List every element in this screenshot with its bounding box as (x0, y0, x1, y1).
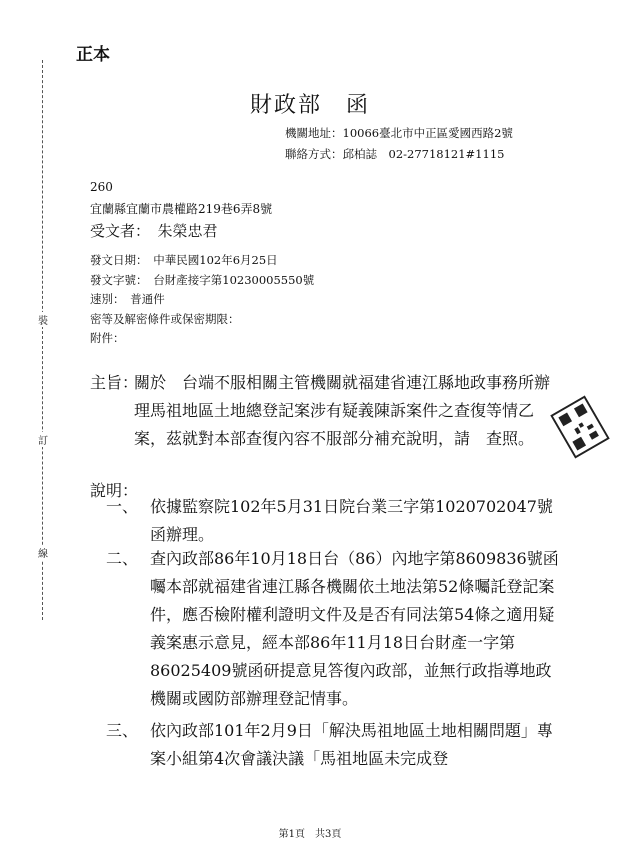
document-fields (90, 251, 314, 349)
page-footer: 第1頁 共3頁 (278, 829, 342, 840)
description-item (106, 717, 566, 773)
item-number: 二、 (106, 549, 139, 568)
description-item (106, 493, 566, 549)
issue-number: 發文字號： 台財產接字第10230005550號 (90, 272, 315, 287)
agency-contact: 聯絡方式：邱柏誌 02-27718121#1115 (285, 147, 505, 161)
subject-text: 關於 台端不服相關主管機關就福建省連江縣地政事務所辦理馬祖地區土地總登記案涉有疑義陳訴案件之查復等情乙案，茲就對本部查復內容不服部分補充說明，請 查照。 (134, 373, 551, 448)
binding-line (42, 60, 49, 620)
subject-section (90, 369, 560, 453)
urgency: 速別： 普通件 (90, 292, 165, 306)
document-title: 財政部 函 (249, 93, 370, 118)
description-label: 說明： (90, 481, 139, 500)
item-text: 查內政部86年10月18日台（86）內地字第8609836號函囑本部就福建省連江縣各機關依土地法第52條囑託登記案件，應否檢附權利證明文件及是否有同法第54條之適用疑義案惠示意見，經本部86年11月18日台財產一字第86025409號函研提意見答復內政部，並無行政指導地政機關或國防部辦理登記情事。 (150, 549, 559, 708)
recipient-address: 宜蘭縣宜蘭市農權路219巷6弄8號 (90, 202, 273, 216)
binding-mark: 裝 (38, 312, 48, 327)
attachments: 附件： (90, 331, 125, 345)
subject-label: 主旨： (90, 373, 139, 392)
agency-address: 機關地址：10066臺北市中正區愛國西路2號 (285, 126, 513, 140)
issue-date: 發文日期： 中華民國102年6月25日 (90, 253, 278, 267)
copy-mark: 正本 (76, 45, 110, 65)
binding-mark: 訂 (38, 432, 48, 447)
item-number: 三、 (106, 721, 139, 740)
recipient: 受文者： 朱榮忠君 (90, 222, 218, 240)
binding-mark: 線 (38, 545, 48, 560)
postal-code: 260 (90, 180, 113, 194)
item-number: 一、 (106, 497, 139, 516)
classification: 密等及解密條件或保密期限： (90, 311, 240, 326)
item-text: 依據監察院102年5月31日院台業三字第1020702047號函辦理。 (150, 497, 553, 544)
item-text: 依內政部101年2月9日「解決馬祖地區土地相關問題」專案小組第4次會議決議「馬祖地區未完成登 (150, 721, 553, 768)
description-item (106, 545, 566, 713)
